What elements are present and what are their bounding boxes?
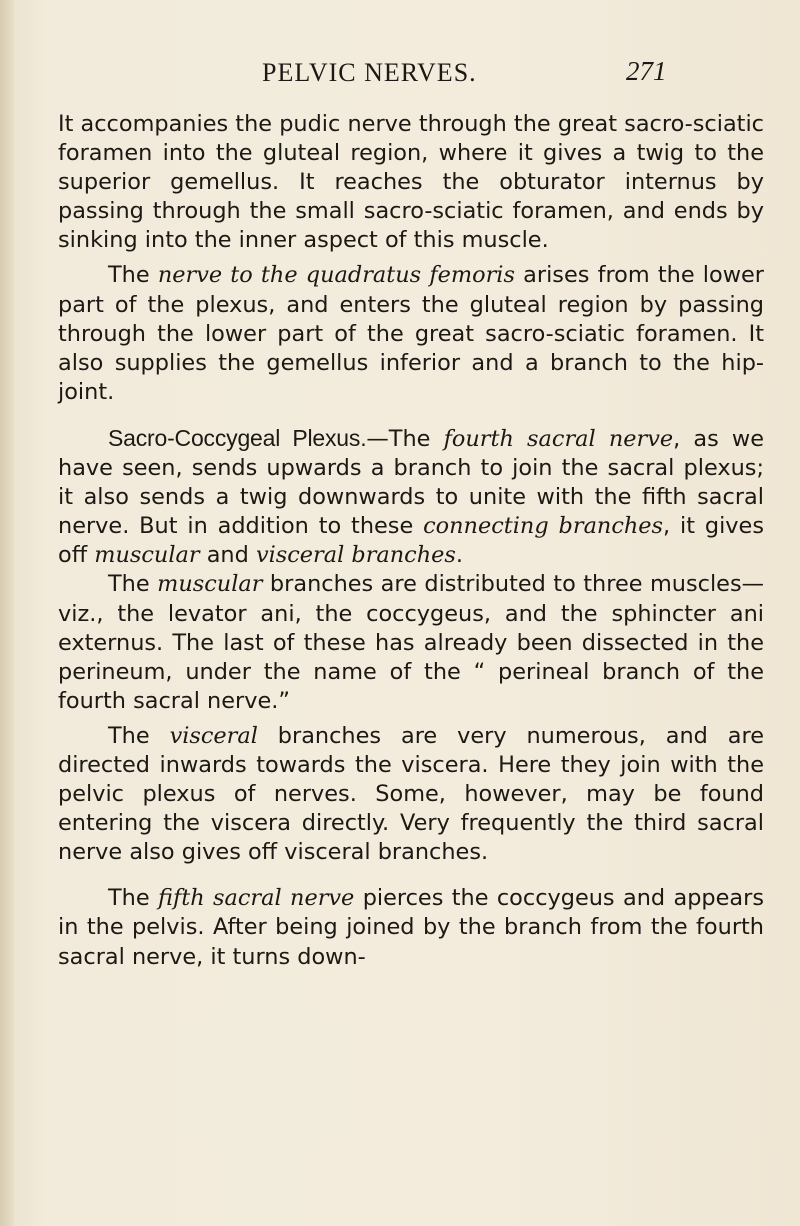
page-header [0,54,800,94]
section-heading: Sacro-Coccygeal Plexus. [108,424,367,451]
page-gutter [0,0,14,1226]
term-visceral: visceral [169,722,258,749]
paragraph-5-text: branches are very numerous, and are directed inwards towards the viscera. Here they join with the pelvic plexus of nerves. Some, however, may be found entering the viscera directly. Very frequently the third sacral nerve also gives off visceral branches. [58,722,765,866]
paragraph-2-text: arises from the lower part of the plexus, and enters the gluteal region by passing through the lower part of the great sacro-sciatic foramen. It also supplies the gemellus inferior and a branch to the hip-joint. [58,262,764,405]
term-muscular-branches: muscular [157,571,263,598]
paragraph-3 [58,424,764,570]
paragraph-5-lead: The [108,722,170,749]
paragraph-6-text: pierces the coccygeus and appears in the pelvis. After being joined by the branch from the fourth sacral nerve, it turns down- [58,885,765,970]
paragraph-3-text-3: and [199,542,256,569]
paragraph-3-text-4: . [455,542,463,569]
paragraph-3-text-1: , as we have seen, sends upwards a branch to join the sacral plexus; it also sends a twig downwards to unite with the fifth sacral nerve. But in addition to these [58,425,765,540]
paragraph-4-text: branches are distributed to three muscles—viz., the levator ani, the coccygeus, and the sphincter ani externus. The last of these has already been dissected in the perineum, under the name of the “ perineal branch of the fourth sacral nerve.” [58,571,765,714]
term-quadratus-femoris: nerve to the quadratus femoris [157,262,515,289]
paragraph-3-text-2: , it gives off [58,513,764,569]
paragraph-5 [58,722,764,867]
term-visceral-branches: visceral branches [255,542,456,569]
term-fifth-sacral-nerve: fifth sacral nerve [158,885,355,912]
paragraph-4 [58,570,764,715]
paragraph-4-lead: The [108,571,158,598]
paragraph-2 [58,261,764,406]
paragraph-2-lead: The [108,262,158,289]
body-text [58,110,764,972]
page-number: 271 [626,56,667,86]
paragraph-1: It accompanies the pudic nerve through the great sacro-sciatic foramen into the gluteal region, where it gives a twig to the superior gemellus. It reaches the obturator internus by passing through the small sacro-sciatic foramen, and ends by sinking into the inner aspect of this muscle. [58,111,764,254]
term-fourth-sacral-nerve: fourth sacral nerve [443,425,674,452]
paragraph-6 [58,884,764,971]
running-head: PELVIC NERVES. [262,58,477,87]
term-muscular: muscular [94,542,200,569]
term-connecting-branches: connecting branches [423,513,664,540]
paragraph-3-dash: —The [366,425,444,452]
paragraph-6-lead: The [108,885,159,912]
